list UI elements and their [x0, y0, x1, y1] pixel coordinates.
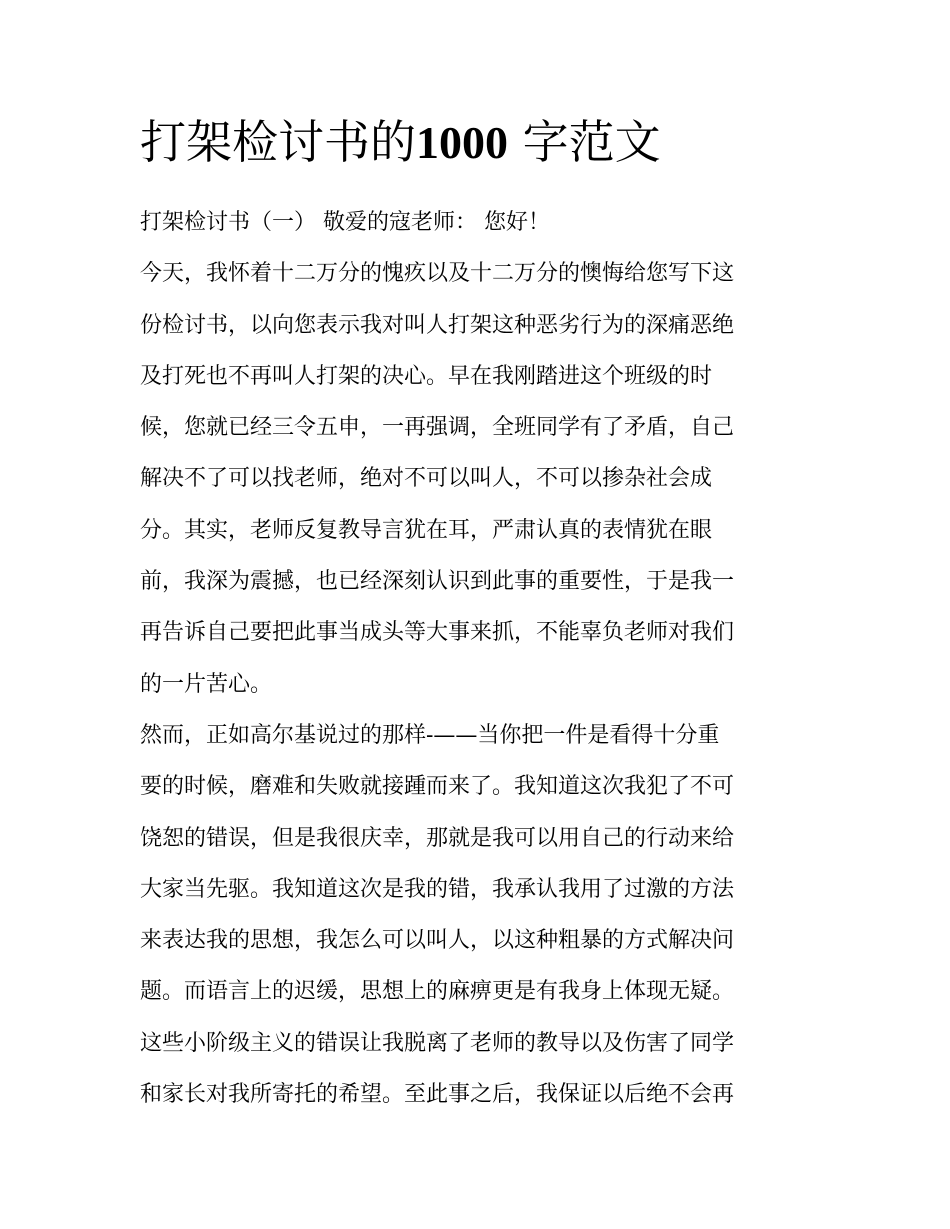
document-body	[140, 197, 820, 1120]
title-prefix: 打架检讨书的	[140, 115, 416, 169]
text-line: 大家当先驱。我知道这次是我的错，我承认我用了过激的方法	[140, 876, 735, 902]
text-line: 题。而语言上的迟缓，思想上的麻痹更是有我身上体现无疑。	[140, 979, 735, 1005]
text-line: 候，您就已经三令五申，一再强调，全班同学有了矛盾，自己	[140, 415, 735, 441]
text-line: 饶恕的错误，但是我很庆幸，那就是我可以用自己的行动来给	[140, 825, 735, 851]
text-line: 这些小阶级主义的错误让我脱离了老师的教导以及伤害了同学	[140, 1030, 735, 1056]
text-line: 今天，我怀着十二万分的愧疚以及十二万分的懊悔给您写下这	[140, 261, 735, 287]
text-line: 及打死也不再叫人打架的决心。早在我刚踏进这个班级的时	[140, 363, 713, 389]
title-suffix: 字范文	[522, 115, 661, 169]
title-number: 1000	[416, 117, 508, 168]
text-line: 打架检讨书（一） 敬爱的寇老师： 您好！	[140, 210, 550, 235]
text-line: 前，我深为震撼，也已经深刻认识到此事的重要性，于是我一	[140, 569, 735, 595]
text-line: 份检讨书，以向您表示我对叫人打架这种恶劣行为的深痛恶绝	[140, 312, 735, 338]
text-line: 来表达我的思想，我怎么可以叫人，以这种粗暴的方式解决问	[140, 928, 735, 954]
text-line: 要的时候，磨难和失败就接踵而来了。我知道这次我犯了不可	[140, 774, 735, 800]
document-title	[140, 112, 661, 173]
text-line: 解决不了可以找老师，绝对不可以叫人，不可以掺杂社会成	[140, 466, 713, 492]
text-line: 的一片苦心。	[140, 671, 273, 697]
text-line: 再告诉自己要把此事当成头等大事来抓，不能辜负老师对我们	[140, 620, 735, 646]
text-line: 和家长对我所寄托的希望。至此事之后，我保证以后绝不会再	[140, 1082, 735, 1108]
text-line: 然而，正如高尔基说过的那样-——当你把一件是看得十分重	[140, 722, 720, 748]
text-line: 分。其实，老师反复教导言犹在耳，严肃认真的表情犹在眼	[140, 517, 713, 543]
